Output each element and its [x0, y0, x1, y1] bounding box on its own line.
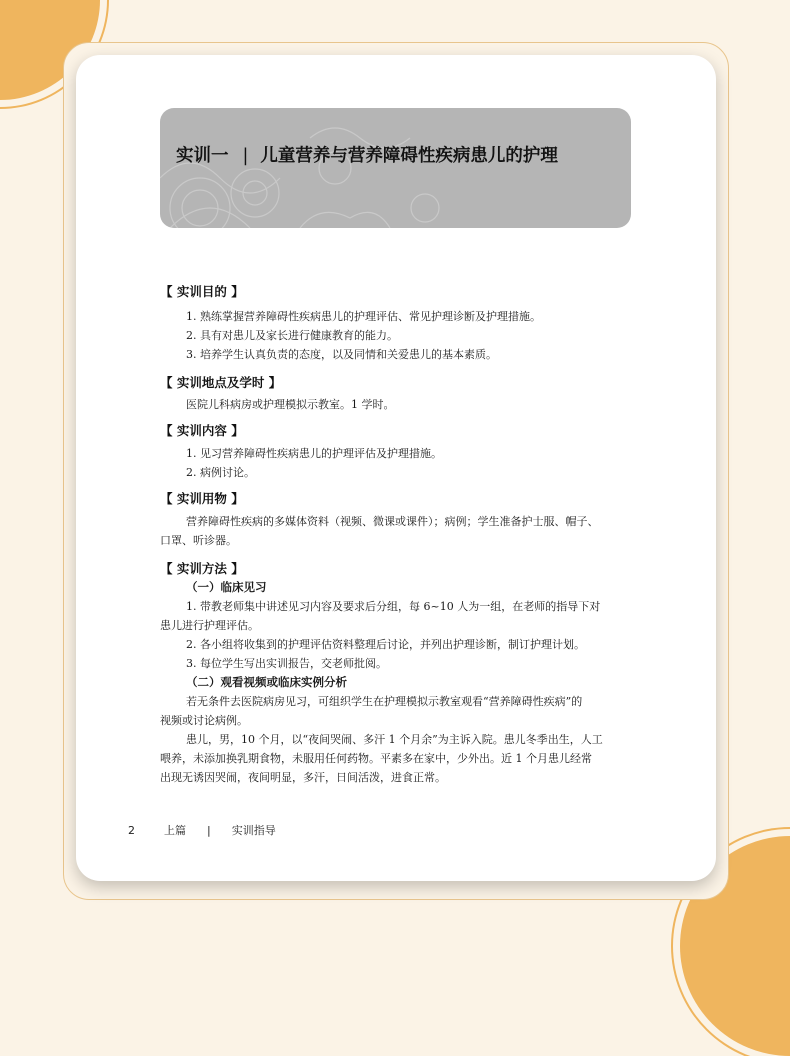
page-footer	[128, 822, 276, 838]
subsection-title: （二）观看视频或临床实例分析	[186, 675, 347, 689]
footer-separator: |	[207, 824, 211, 837]
paragraph-line: 喂养，未添加换乳期食物，未服用任何药物。平素多在家中，少外出。近 1 个月患儿经常	[160, 752, 592, 765]
chapter-label: 实训指导	[231, 824, 276, 837]
section-methods	[160, 560, 644, 787]
floral-pattern-icon	[160, 108, 631, 228]
part-label: 上篇	[164, 824, 186, 837]
chapter-banner	[160, 108, 631, 228]
section-title: 【 实训地点及学时 】	[160, 375, 282, 390]
page-number: 2	[128, 824, 135, 837]
paragraph: 医院儿科病房或护理模拟示教室。1 学时。	[186, 398, 395, 411]
paragraph-line: 出现无诱因哭闹，夜间明显，多汗，日间活泼，进食正常。	[160, 771, 446, 784]
paragraph-line: 1. 带教老师集中讲述见习内容及要求后分组，每 6~10 人为一组，在老师的指导下对	[186, 600, 601, 613]
chapter-name: 儿童营养与营养障碍性疾病患儿的护理	[260, 146, 558, 166]
list-item: 1. 熟练掌握营养障碍性疾病患儿的护理评估、常见护理诊断及护理措施。	[186, 310, 541, 323]
section-title: 【 实训目的 】	[160, 284, 244, 299]
list-item: 2. 具有对患儿及家长进行健康教育的能力。	[186, 329, 398, 342]
list-item: 3. 培养学生认真负责的态度，以及同情和关爱患儿的基本素质。	[186, 348, 497, 361]
paragraph-line: 患儿进行护理评估。	[160, 619, 259, 632]
section-content	[160, 422, 644, 482]
chapter-number: 实训一	[176, 146, 229, 166]
list-item: 2. 病例讨论。	[186, 466, 255, 479]
paragraph-line: 患儿，男，10 个月，以“夜间哭闹、多汗 1 个月余”为主诉入院。患儿冬季出生，人工	[186, 733, 603, 746]
paragraph-line: 若无条件去医院病房见习，可组织学生在护理模拟示教室观看“营养障碍性疾病”的	[186, 695, 583, 708]
page-content	[160, 283, 644, 787]
document-page	[76, 55, 716, 881]
list-item: 1. 见习营养障碍性疾病患儿的护理评估及护理措施。	[186, 447, 442, 460]
paragraph-line: 营养障碍性疾病的多媒体资料（视频、微课或课件）；病例；学生准备护士服、帽子、	[186, 515, 599, 528]
section-title: 【 实训方法 】	[160, 561, 244, 576]
title-separator: |	[242, 146, 249, 166]
subsection-title: （一）临床见习	[186, 580, 267, 594]
section-title: 【 实训内容 】	[160, 423, 244, 438]
paragraph-line: 3. 每位学生写出实训报告，交老师批阅。	[186, 657, 387, 670]
chapter-title	[176, 142, 558, 167]
paragraph-line: 口罩、听诊器。	[160, 534, 237, 547]
section-title: 【 实训用物 】	[160, 491, 244, 506]
section-location	[160, 374, 644, 414]
paragraph-line: 视频或讨论病例。	[160, 714, 248, 727]
section-materials	[160, 490, 644, 550]
section-objectives	[160, 283, 644, 364]
paragraph-line: 2. 各小组将收集到的护理评估资料整理后讨论，并列出护理诊断，制订护理计划。	[186, 638, 585, 651]
